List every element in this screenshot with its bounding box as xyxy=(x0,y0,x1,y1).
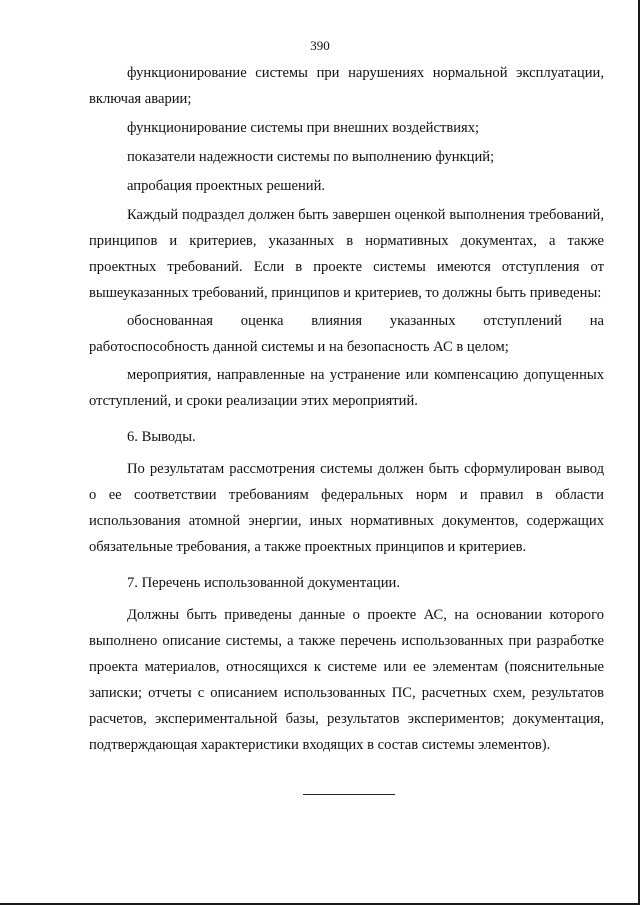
document-body xyxy=(89,60,604,758)
paragraph-conclusions: По результатам рассмотрения системы должен быть сформулирован вывод о ее соответствии требованиям федеральных норм и правил в области использования атомной энергии, иных нормативных документов, содержащих обязательные требования, а также проектных принципов и критериев. xyxy=(89,461,604,555)
paragraph-external-impacts: функционирование системы при внешних воздействиях; xyxy=(127,120,480,136)
paragraph-deviation-measures: мероприятия, направленные на устранение или компенсацию допущенных отступлений, и сроки реализации этих мероприятий. xyxy=(89,367,604,409)
page-number: 390 xyxy=(310,38,330,53)
paragraph-reliability: показатели надежности системы по выполнению функций; xyxy=(127,149,495,165)
paragraph-references: Должны быть приведены данные о проекте АС, на основании которого выполнено описание системы, а также перечень использованных при разработке проекта материалов, относящихся к системе или ее элементам (пояснительные записки; отчеты с описанием использованных ПС, расчетных схем, результатов расчетов, экспериментальной базы, результатов экспериментов; документация, подтверждающая характеристики входящих в состав системы элементов). xyxy=(89,607,604,753)
paragraph-subsection-conclusion: Каждый подраздел должен быть завершен оценкой выполнения требований, принципов и критериев, указанных в нормативных документах, а также проектных требований. Если в проекте системы имеются отступления от вышеуказанных требований, принципов и критериев, то должны быть приведены: xyxy=(89,207,604,301)
section-heading-references: 7. Перечень использованной документации. xyxy=(127,575,400,591)
section-heading-conclusions: 6. Выводы. xyxy=(127,429,196,445)
end-rule xyxy=(303,794,395,795)
paragraph-deviation-assessment: обоснованная оценка влияния указанных отступлений на работоспособность данной системы и на безопасность АС в целом; xyxy=(89,313,604,355)
paragraph-failure-operation: функционирование системы при нарушениях нормальной эксплуатации, включая аварии; xyxy=(89,65,604,107)
paragraph-approbation: апробация проектных решений. xyxy=(127,178,326,194)
